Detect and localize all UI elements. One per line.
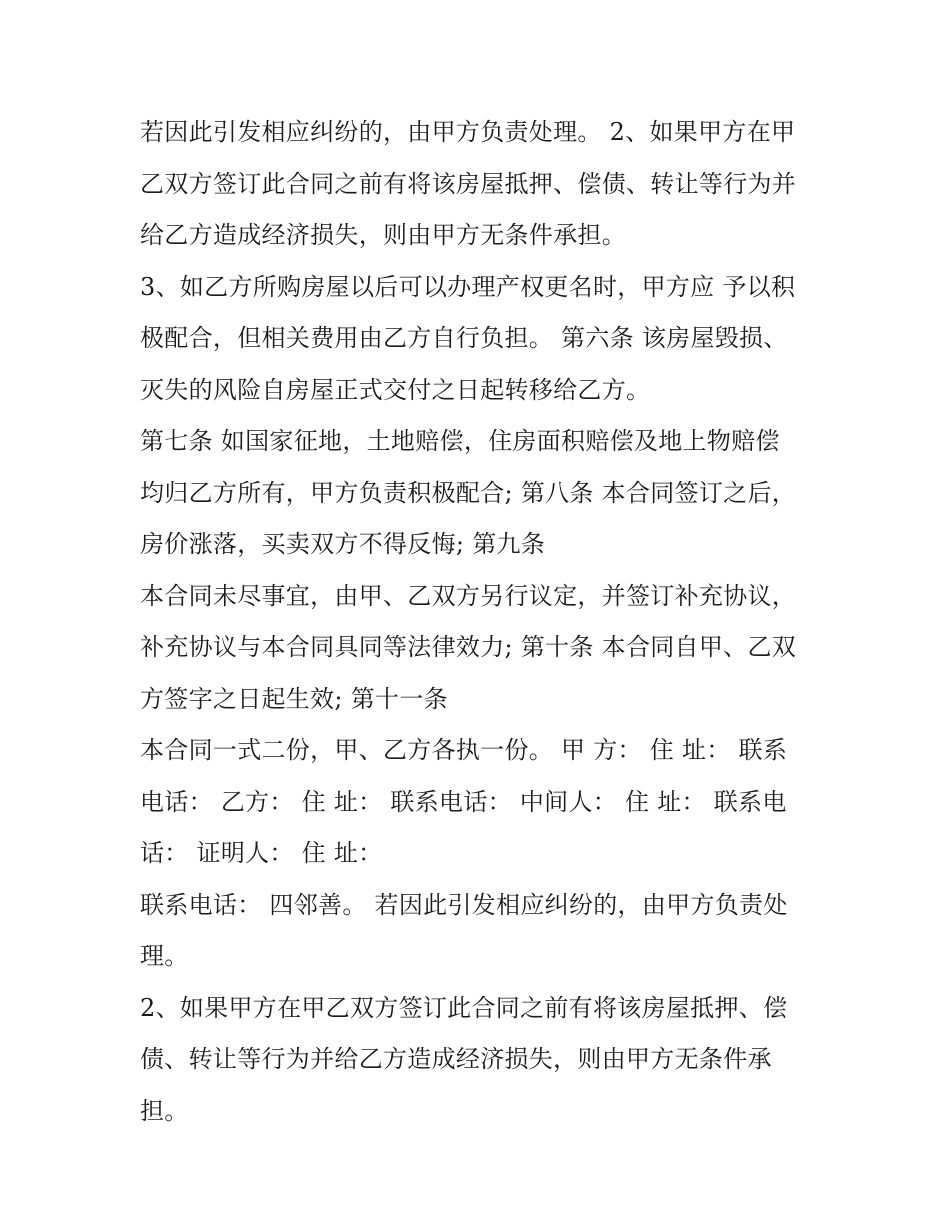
paragraph-4 <box>140 571 820 726</box>
text-line: 第七条 如国家征地，土地赔偿，住房面积赔偿及地上物赔偿 <box>140 427 780 455</box>
text-line: 灭失的风险自房屋正式交付之日起转移给乙方。 <box>140 375 651 404</box>
text-line: 方签字之日起生效; 第十一条 <box>140 684 448 713</box>
paragraph-2 <box>140 262 820 417</box>
text-line: 联系电话： 四邻善。 若因此引发相应纠纷的，由甲方负责处 <box>140 890 788 919</box>
text-line: 补充协议与本合同具同等法律效力; 第十条 本合同自甲、乙双 <box>140 633 797 661</box>
text-line: 话： 证明人： 住 址： <box>140 839 383 867</box>
text-line: 理。 <box>140 942 189 970</box>
text-line: 给乙方造成经济损失，则由甲方无条件承担。 <box>140 221 626 249</box>
paragraph-6 <box>140 880 820 983</box>
paragraph-5 <box>140 725 820 880</box>
text-line: 极配合，但相关费用由乙方自行负担。 第六条 该房屋毁损、 <box>140 324 788 352</box>
text-line: 电话： 乙方： 住 址： 联系电话： 中间人： 住 址： 联系电 <box>140 787 787 816</box>
paragraph-7 <box>140 983 820 1138</box>
text-line: 均归乙方所有，甲方负责积极配合; 第八条 本合同签订之后， <box>140 478 797 507</box>
paragraph-1 <box>140 107 820 262</box>
text-line: 3、如乙方所购房屋以后可以办理产权更名时，甲方应 予以积 <box>140 272 796 301</box>
text-line: 若因此引发相应纠纷的，由甲方负责处理。 2、如果甲方在甲 <box>140 118 796 146</box>
text-line: 担。 <box>140 1096 189 1125</box>
text-line: 房价涨落，买卖双方不得反悔; 第九条 <box>140 530 546 558</box>
text-line: 本合同一式二份，甲、乙方各执一份。 甲 方： 住 址： 联系 <box>140 736 788 764</box>
text-line: 乙双方签订此合同之前有将该房屋抵押、偿债、转让等行为并 <box>140 169 797 198</box>
document-body <box>140 107 820 1137</box>
text-line: 本合同未尽事宜，由甲、乙双方另行议定，并签订补充协议， <box>140 581 797 610</box>
paragraph-3 <box>140 416 820 571</box>
text-line: 债、转让等行为并给乙方造成经济损失，则由甲方无条件承 <box>140 1045 772 1073</box>
text-line: 2、如果甲方在甲乙双方签订此合同之前有将该房屋抵押、偿 <box>140 993 788 1022</box>
